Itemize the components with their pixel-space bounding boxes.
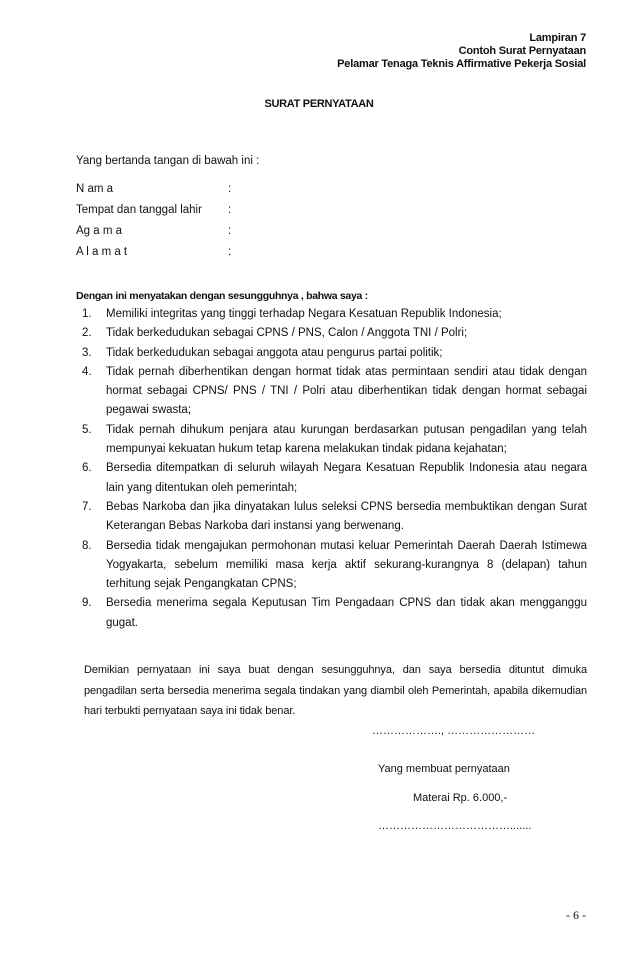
list-item [76,363,587,421]
list-item-text: Memiliki integritas yang tinggi terhadap Negara Kesatuan Republik Indonesia; [106,308,502,320]
list-item [76,344,587,363]
header-doc-type: Contoh Surat Pernyataan [458,45,586,57]
declaration-intro: Dengan ini menyatakan dengan sesungguhnya , bahwa saya : [76,290,368,302]
signatory-caption: Yang membuat pernyataan [378,763,510,775]
list-item [76,537,587,595]
list-item-text: Bersedia menerima segala Keputusan Tim Pengadaan CPNS dan tidak akan mengganggu gugat. [106,597,587,629]
list-item [76,421,587,460]
list-item-number: 9. [82,597,92,610]
place-date-line: ………………., …………………… [372,725,536,737]
field-colon: : [228,225,232,237]
header-attachment: Lampiran 7 [529,32,586,44]
list-item [76,459,587,498]
field-label-religion: Ag a m a [76,225,123,237]
field-label-address: A l a m a t [76,246,128,258]
declaration-list [76,305,587,633]
field-colon: : [228,183,232,195]
materai-stamp-label: Materai Rp. 6.000,- [413,792,508,804]
list-item [76,305,587,324]
list-item-text: Tidak pernah diberhentikan dengan hormat tidak atas permintaan sendiri atau tidak dengan hormat sebagai CPNS/ PNS / TNI / Polri atau diberhentikan tidak dengan hormat sebagai pegawai swasta; [106,365,587,417]
list-item-text: Tidak pernah dihukum penjara atau kurungan berdasarkan putusan pengadilan yang telah mempunyai kekuatan hukum tetap karena melakukan tindak pidana kejahatan; [106,423,587,456]
list-item-number: 1. [82,308,92,320]
field-colon: : [228,204,232,216]
page-number: - 6 - [566,908,586,922]
list-item [76,498,587,537]
list-item-number: 3. [82,346,92,359]
list-item-text: Bersedia ditempatkan di seluruh wilayah Negara Kesatuan Republik Indonesia atau negara lain yang ditentukan oleh pemerintah; [106,462,587,494]
list-item-text: Bebas Narkoba dan jika dinyatakan lulus seleksi CPNS bersedia membuktikan dengan Surat Keterangan Bebas Narkoba dari instansi yang berwenang. [106,500,587,533]
field-label-birth: Tempat dan tanggal lahir [76,204,202,216]
closing-paragraph: Demikian pernyataan ini saya buat dengan sesungguhnya, dan saya bersedia dituntut dimuka pengadilan serta bersedia menerima segala tindakan yang diambil oleh Pemerintah, apabila dikemudian hari terbukti pernyataan saya ini tidak benar. [84,664,587,717]
signature-name-line: ………………………………....... [378,820,532,832]
header-position: Pelamar Tenaga Teknis Affirmative Pekerja Sosial [337,58,586,70]
list-item-number: 8. [82,539,92,552]
list-item-number: 5. [82,423,92,436]
list-item-number: 2. [82,327,92,340]
list-item-text: Bersedia tidak mengajukan permohonan mutasi keluar Pemerintah Daerah Daerah Istimewa Yogyakarta, sebelum memiliki masa kerja aktif sekurang-kurangnya 8 (delapan) tahun terhitung sejak Pengangkatan CPNS; [106,539,587,591]
list-item-text: Tidak berkedudukan sebagai anggota atau pengurus partai politik; [106,346,443,359]
intro-text: Yang bertanda tangan di bawah ini : [76,155,260,167]
list-item-number: 7. [82,500,92,513]
list-item-number: 4. [82,365,92,378]
list-item-number: 6. [82,462,92,475]
list-item [76,594,587,633]
list-item-text: Tidak berkedudukan sebagai CPNS / PNS, Calon / Anggota TNI / Polri; [106,327,468,340]
field-colon: : [228,246,232,258]
list-item [76,324,587,343]
page-title: SURAT PERNYATAAN [264,98,374,110]
field-label-name: N am a [76,183,114,195]
